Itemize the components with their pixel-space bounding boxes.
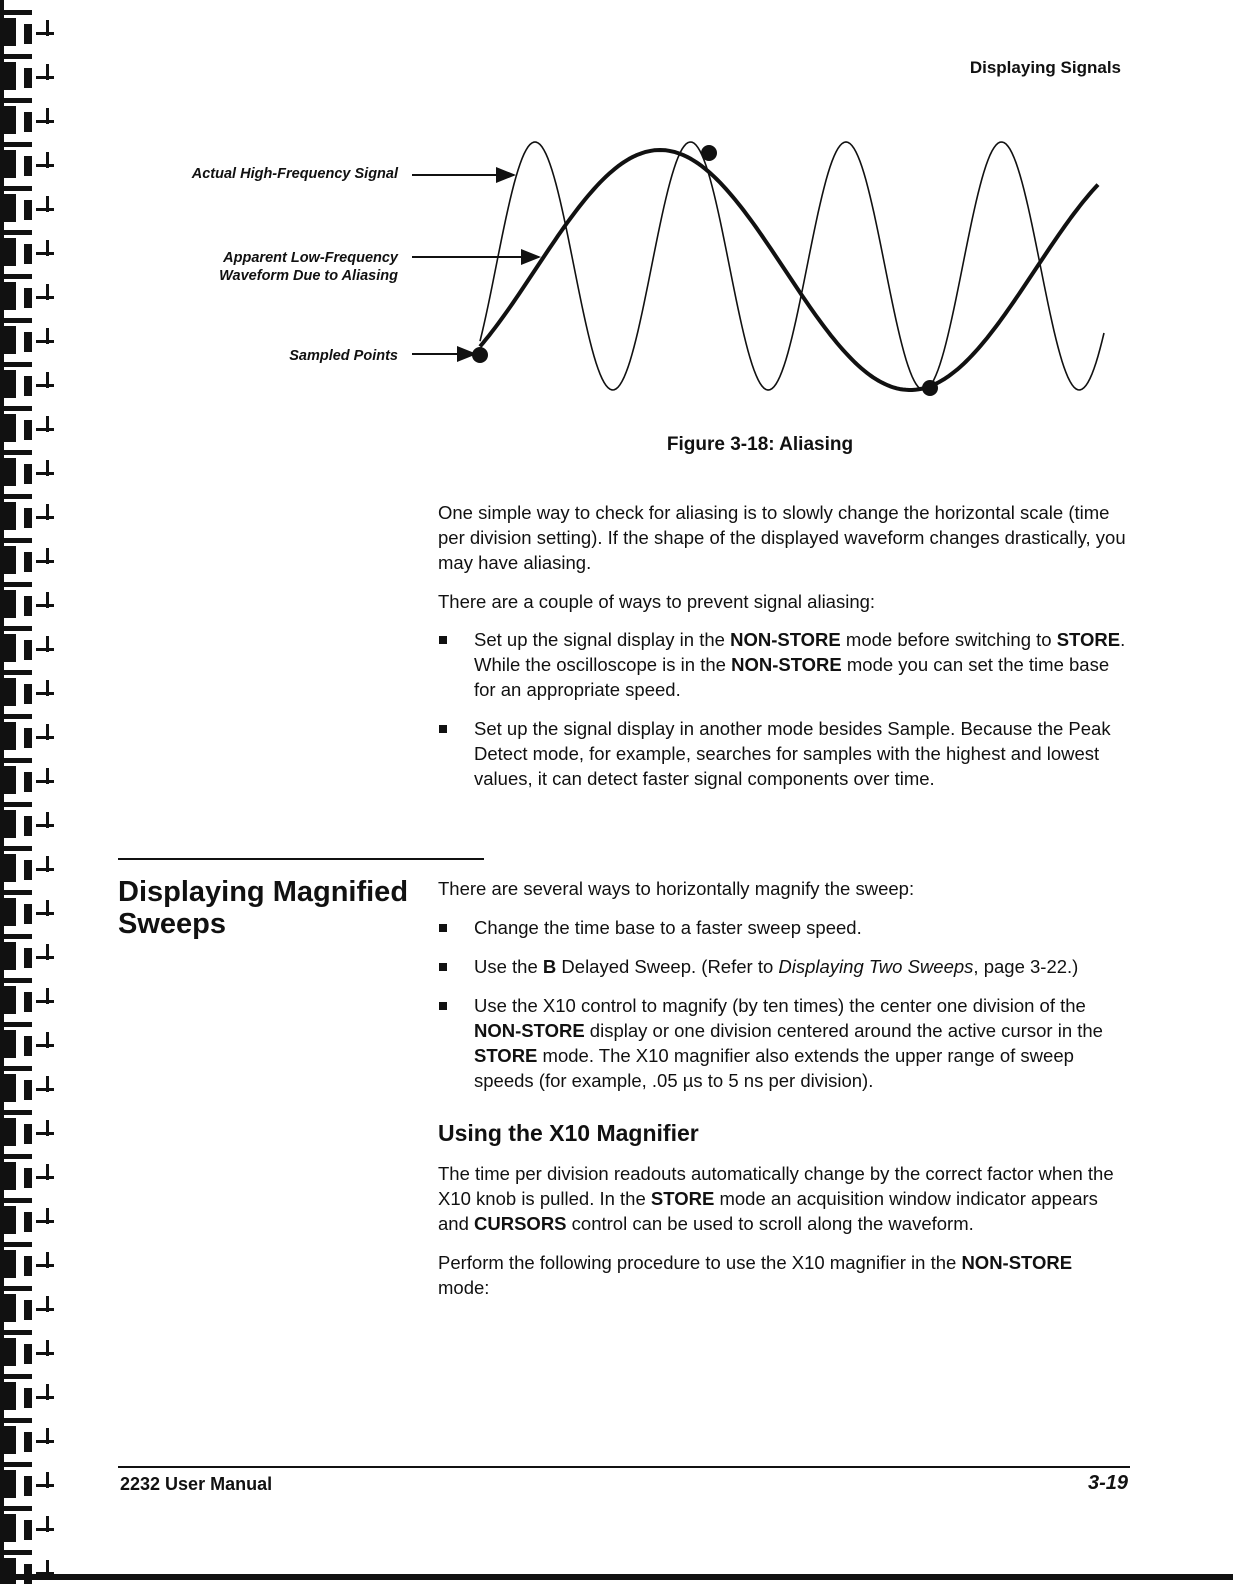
binding-mark — [4, 1286, 32, 1291]
binding-mark — [36, 428, 54, 431]
binding-mark — [46, 592, 49, 608]
binding-mark — [46, 988, 49, 1004]
binding-mark — [24, 816, 32, 836]
binding-mark — [4, 1294, 16, 1322]
binding-mark — [4, 942, 16, 970]
binding-mark — [24, 1520, 32, 1540]
page-number: 3-19 — [1087, 1472, 1128, 1494]
binding-mark — [46, 1340, 49, 1356]
binding-mark — [36, 780, 54, 783]
binding-mark — [4, 714, 32, 719]
binding-mark — [4, 1418, 32, 1423]
binding-mark — [46, 108, 49, 124]
binding-mark — [4, 414, 16, 442]
binding-mark — [4, 186, 32, 191]
binding-mark — [4, 362, 32, 367]
binding-mark — [46, 460, 49, 476]
binding-mark — [46, 1076, 49, 1092]
binding-mark — [46, 416, 49, 432]
list-item: Use the X10 control to magnify (by ten times) the center one division of the NON-STORE display or one division centered around the active cursor in the STORE mode. The X10 magnifier also extends the upper range of sweep speeds (for example, .05 µs to 5 ns per division). — [438, 993, 1128, 1093]
binding-mark — [4, 634, 16, 662]
binding-mark — [24, 1344, 32, 1364]
binding-mark — [24, 68, 32, 88]
binding-mark — [24, 1432, 32, 1452]
binding-mark — [4, 934, 32, 939]
list-item: Change the time base to a faster sweep speed. — [438, 915, 1128, 940]
binding-mark — [4, 494, 32, 499]
binding-mark — [36, 252, 54, 255]
binding-mark — [4, 1162, 16, 1190]
binding-mark — [24, 772, 32, 792]
binding-mark — [46, 1428, 49, 1444]
binding-mark — [46, 1164, 49, 1180]
binding-mark — [4, 626, 32, 631]
binding-mark — [4, 678, 16, 706]
binding-mark — [4, 1462, 32, 1467]
paragraph: Perform the following procedure to use the X10 magnifier in the NON-STORE mode: — [438, 1252, 1073, 1298]
binding-mark — [24, 552, 32, 572]
binding-mark — [36, 384, 54, 387]
binding-mark — [4, 670, 32, 675]
binding-mark — [4, 150, 16, 178]
binding-mark — [4, 450, 32, 455]
binding-mark — [4, 582, 32, 587]
high-frequency-signal-curve — [480, 142, 1104, 390]
aliasing-figure — [150, 128, 1130, 418]
binding-mark — [4, 62, 16, 90]
binding-mark — [4, 986, 16, 1014]
subsection-title: Using the X10 Magnifier — [438, 1120, 699, 1146]
binding-mark — [4, 1118, 16, 1146]
figure-caption: Figure 3-18: Aliasing — [666, 434, 854, 455]
binding-mark — [36, 1484, 54, 1487]
binding-mark — [36, 912, 54, 915]
binding-mark — [24, 1256, 32, 1276]
binding-mark — [46, 900, 49, 916]
binding-mark — [24, 288, 32, 308]
binding-mark — [24, 684, 32, 704]
binding-mark — [4, 1330, 32, 1335]
binding-mark — [46, 196, 49, 212]
binding-mark — [46, 1516, 49, 1532]
binding-mark — [4, 458, 16, 486]
binding-mark — [46, 1384, 49, 1400]
binding-mark — [46, 1208, 49, 1224]
page-bottom-edge — [0, 1566, 1233, 1584]
list-item: Use the B Delayed Sweep. (Refer to Displaying Two Sweeps, page 3-22.) — [438, 954, 1128, 979]
binding-mark — [24, 376, 32, 396]
binding-mark — [36, 824, 54, 827]
binding-mark — [36, 1264, 54, 1267]
binding-mark — [4, 758, 32, 763]
binding-mark — [4, 1550, 32, 1555]
binding-mark — [4, 318, 32, 323]
binding-mark — [46, 20, 49, 36]
list-item: Set up the signal display in the NON-STORE mode before switching to STORE. While the oscilloscope is in the NON-STORE mode you can set the time base for an appropriate speed. — [438, 627, 1128, 702]
binding-mark — [4, 1506, 32, 1511]
binding-mark — [36, 560, 54, 563]
binding-mark — [36, 692, 54, 695]
binding-mark — [24, 156, 32, 176]
binding-mark — [36, 1132, 54, 1135]
binding-mark — [24, 640, 32, 660]
binding-mark — [4, 238, 16, 266]
binding-mark — [36, 1352, 54, 1355]
binding-mark — [24, 1168, 32, 1188]
binding-mark — [36, 604, 54, 607]
binding-mark — [4, 722, 16, 750]
binding-mark — [4, 1382, 16, 1410]
binding-mark — [36, 32, 54, 35]
binding-mark — [46, 768, 49, 784]
binding-mark — [46, 504, 49, 520]
running-head: Displaying Signals — [969, 58, 1121, 77]
binding-mark — [4, 538, 32, 543]
binding-mark — [24, 464, 32, 484]
label-apparent-waveform: Apparent Low-Frequency Waveform Due to Aliasing — [219, 250, 398, 284]
binding-mark — [24, 1476, 32, 1496]
aliased-low-frequency-curve — [480, 150, 1098, 390]
binding-mark — [36, 1308, 54, 1311]
binding-mark — [4, 1242, 32, 1247]
binding-mark — [4, 1426, 16, 1454]
binding-mark — [4, 54, 32, 59]
binding-mark — [24, 332, 32, 352]
binding-mark — [24, 1124, 32, 1144]
footer-rule — [118, 1466, 1130, 1468]
binding-mark — [4, 590, 16, 618]
binding-mark — [24, 420, 32, 440]
binding-mark — [24, 1388, 32, 1408]
binding-mark — [4, 1110, 32, 1115]
binding-mark — [24, 1300, 32, 1320]
binding-mark — [24, 244, 32, 264]
binding-mark — [4, 1074, 16, 1102]
binding-mark — [4, 194, 16, 222]
binding-mark — [4, 230, 32, 235]
binding-mark — [4, 274, 32, 279]
binding-mark — [36, 120, 54, 123]
binding-mark — [24, 1036, 32, 1056]
binding-mark — [24, 596, 32, 616]
binding-mark — [46, 328, 49, 344]
binding-mark — [24, 948, 32, 968]
binding-mark — [4, 98, 32, 103]
paragraph: One simple way to check for aliasing is to slowly change the horizontal scale (time per division setting). If the shape of the displayed waveform changes drastically, you may have aliasing. — [438, 502, 1126, 573]
binding-mark — [4, 1374, 32, 1379]
binding-mark — [24, 860, 32, 880]
binding-mark — [4, 326, 16, 354]
binding-mark — [4, 846, 32, 851]
binding-mark — [4, 766, 16, 794]
binding-mark — [24, 992, 32, 1012]
binding-mark — [4, 1022, 32, 1027]
binding-mark — [4, 898, 16, 926]
aliasing-text-block — [438, 500, 1128, 791]
label-actual-signal: Actual High-Frequency Signal — [191, 166, 398, 182]
section-title: Displaying Magnified Sweeps — [118, 876, 409, 940]
binding-mark — [24, 200, 32, 220]
binding-mark — [4, 1338, 16, 1366]
magnify-text-block — [438, 876, 1128, 1300]
list-item: Set up the signal display in another mode besides Sample. Because the Peak Detect mode, for example, searches for samples with the highest and lowest values, it can detect faster signal components over time. — [438, 716, 1128, 791]
footer-manual-title: 2232 User Manual — [120, 1474, 273, 1494]
binding-mark — [36, 868, 54, 871]
binding-mark — [46, 64, 49, 80]
binding-mark — [4, 810, 16, 838]
binding-mark — [36, 1528, 54, 1531]
binding-mark — [24, 1080, 32, 1100]
binding-mark — [36, 76, 54, 79]
binding-mark — [24, 904, 32, 924]
binding-mark — [46, 856, 49, 872]
sample-point — [701, 145, 717, 161]
binding-mark — [46, 1296, 49, 1312]
binding-mark — [46, 240, 49, 256]
binding-mark — [36, 296, 54, 299]
binding-mark — [4, 18, 16, 46]
binding-edge — [0, 0, 64, 1584]
binding-mark — [46, 548, 49, 564]
binding-mark — [46, 1120, 49, 1136]
binding-mark — [36, 1044, 54, 1047]
binding-mark — [36, 1088, 54, 1091]
binding-mark — [4, 854, 16, 882]
binding-mark — [46, 944, 49, 960]
binding-mark — [36, 1000, 54, 1003]
binding-mark — [46, 1252, 49, 1268]
binding-mark — [36, 516, 54, 519]
binding-mark — [36, 1176, 54, 1179]
binding-mark — [36, 1440, 54, 1443]
binding-mark — [36, 340, 54, 343]
binding-mark — [4, 1030, 16, 1058]
binding-mark — [4, 282, 16, 310]
binding-mark — [4, 502, 16, 530]
label-sampled-points: Sampled Points — [289, 348, 398, 364]
sample-point — [472, 347, 488, 363]
binding-mark — [24, 508, 32, 528]
binding-mark — [36, 1396, 54, 1399]
sample-point — [922, 380, 938, 396]
binding-mark — [46, 680, 49, 696]
binding-mark — [36, 208, 54, 211]
paragraph: There are several ways to horizontally magnify the sweep: — [438, 878, 915, 899]
binding-mark — [4, 546, 16, 574]
binding-mark — [24, 112, 32, 132]
binding-mark — [4, 802, 32, 807]
binding-mark — [0, 0, 4, 1584]
binding-mark — [46, 636, 49, 652]
binding-mark — [24, 1212, 32, 1232]
binding-mark — [4, 142, 32, 147]
binding-mark — [4, 1470, 16, 1498]
binding-mark — [4, 106, 16, 134]
binding-mark — [36, 164, 54, 167]
binding-mark — [36, 956, 54, 959]
binding-mark — [4, 406, 32, 411]
binding-mark — [36, 648, 54, 651]
paragraph: There are a couple of ways to prevent signal aliasing: — [438, 591, 876, 612]
binding-mark — [46, 372, 49, 388]
binding-mark — [4, 1206, 16, 1234]
binding-mark — [4, 370, 16, 398]
binding-mark — [24, 24, 32, 44]
binding-mark — [4, 978, 32, 983]
binding-mark — [4, 10, 32, 15]
paragraph: The time per division readouts automatically change by the correct factor when the X10 knob is pulled. In the STORE mode an acquisition window indicator appears and CURSORS control can be used to scroll along the waveform. — [438, 1163, 1114, 1234]
binding-mark — [4, 1514, 16, 1542]
binding-mark — [46, 724, 49, 740]
binding-mark — [4, 890, 32, 895]
binding-mark — [46, 152, 49, 168]
binding-mark — [36, 736, 54, 739]
binding-mark — [46, 812, 49, 828]
aliasing-diagram — [150, 128, 1130, 418]
binding-mark — [4, 1154, 32, 1159]
binding-mark — [46, 284, 49, 300]
binding-mark — [36, 1220, 54, 1223]
binding-mark — [46, 1472, 49, 1488]
binding-mark — [4, 1198, 32, 1203]
binding-mark — [24, 728, 32, 748]
binding-mark — [36, 472, 54, 475]
binding-mark — [4, 1250, 16, 1278]
binding-mark — [46, 1032, 49, 1048]
binding-mark — [4, 1066, 32, 1071]
section-rule — [118, 858, 484, 860]
